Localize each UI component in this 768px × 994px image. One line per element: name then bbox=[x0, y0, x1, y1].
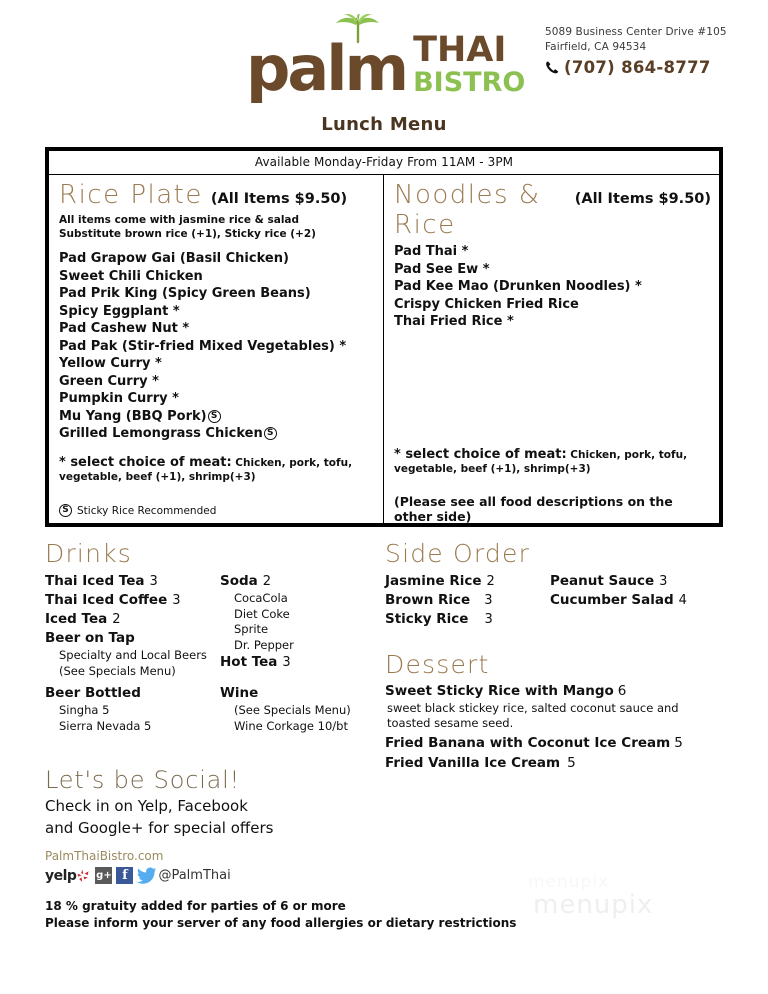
menu-item bbox=[59, 268, 373, 286]
logo-thai-label: THAI bbox=[413, 30, 507, 70]
menu-item bbox=[59, 303, 373, 321]
meat-note-lead: * select choice of meat: bbox=[394, 446, 567, 462]
social-line-2: and Google+ for special offers bbox=[45, 819, 274, 837]
side-order-row bbox=[385, 591, 550, 610]
side-order-section bbox=[385, 540, 735, 629]
menu-item-label: Thai Fried Rice * bbox=[394, 314, 514, 329]
drink-label: Soda bbox=[220, 573, 258, 589]
menu-item bbox=[394, 261, 711, 279]
drink-price: 3 bbox=[172, 593, 181, 608]
noodles-rice-price-label: (All Items $9.50) bbox=[574, 191, 711, 207]
side-order-column-b bbox=[550, 570, 735, 629]
noodles-rice-section bbox=[384, 175, 719, 523]
rice-plate-note-2: Substitute brown rice (+1), Sticky rice (+2) bbox=[59, 228, 316, 240]
menu-item-label: Pad See Ew * bbox=[394, 261, 490, 277]
menu-item bbox=[59, 355, 373, 373]
lunch-menu-box bbox=[45, 147, 723, 527]
side-order-row bbox=[385, 572, 550, 591]
menu-item-label: Crispy Chicken Fried Rice bbox=[394, 296, 579, 312]
drink-row bbox=[220, 684, 385, 703]
side-order-price: 4 bbox=[678, 593, 687, 608]
menu-item-label: Pad Grapow Gai (Basil Chicken) bbox=[59, 251, 289, 266]
dessert-price: 6 bbox=[617, 683, 627, 699]
menu-item bbox=[59, 373, 373, 391]
menu-item bbox=[59, 250, 373, 268]
rice-plate-note-1: All items come with jasmine rice & salad bbox=[59, 214, 300, 226]
dessert-price: 5 bbox=[674, 735, 683, 751]
menu-item bbox=[394, 296, 711, 314]
watermark: menupix bbox=[533, 890, 654, 920]
social-icons-row bbox=[45, 867, 445, 884]
restaurant-logo bbox=[246, 22, 536, 105]
drink-price: 2 bbox=[112, 612, 121, 627]
address-line-1: 5089 Business Center Drive #105 bbox=[545, 26, 727, 38]
menu-item bbox=[59, 320, 373, 338]
drinks-column-b bbox=[220, 570, 385, 734]
availability-banner: Available Monday-Friday From 11AM - 3PM bbox=[49, 151, 719, 175]
menu-item-label: Sweet Chili Chicken bbox=[59, 268, 203, 284]
yelp-label: yelp bbox=[45, 867, 77, 884]
facebook-icon[interactable]: f bbox=[116, 867, 133, 884]
drink-row bbox=[45, 572, 220, 591]
side-order-price: 3 bbox=[659, 574, 668, 589]
sticky-rice-legend-label: Sticky Rice Recommended bbox=[77, 504, 217, 517]
social-line-1: Check in on Yelp, Facebook bbox=[45, 797, 248, 815]
side-dessert-column bbox=[385, 540, 735, 773]
drinks-title: Drinks bbox=[45, 539, 133, 568]
allergy-note: Please inform your server of any food allergies or dietary restrictions bbox=[45, 916, 517, 930]
drink-row bbox=[45, 684, 220, 703]
dessert-row bbox=[385, 734, 735, 753]
google-plus-icon[interactable]: g+ bbox=[95, 867, 112, 884]
drink-label: Thai Iced Coffee bbox=[45, 592, 168, 608]
side-order-label: Sticky Rice bbox=[385, 611, 469, 627]
menu-item-label: Spicy Eggplant * bbox=[59, 303, 180, 319]
menu-item-label: Pad Cashew Nut * bbox=[59, 321, 190, 336]
logo-bistro-label: BISTRO bbox=[413, 67, 526, 98]
meat-note-lead: * select choice of meat: bbox=[59, 454, 232, 470]
drink-subitem: Sprite bbox=[234, 622, 269, 636]
drink-row bbox=[220, 572, 385, 591]
menu-item bbox=[394, 313, 711, 331]
drinks-section bbox=[45, 540, 385, 773]
yelp-burst-icon bbox=[77, 869, 89, 883]
drink-row bbox=[45, 591, 220, 610]
menu-item bbox=[59, 408, 373, 426]
social-section bbox=[45, 765, 445, 884]
drink-row bbox=[45, 629, 220, 648]
drink-label: Hot Tea bbox=[220, 654, 278, 670]
phone-number: (707) 864-8777 bbox=[564, 58, 711, 77]
other-side-note: (Please see all food descriptions on the other side) bbox=[394, 493, 673, 524]
menu-item-label: Pumpkin Curry * bbox=[59, 391, 179, 406]
logo-palm-label: palm bbox=[246, 32, 407, 105]
social-title: Let's be Social! bbox=[45, 766, 241, 794]
lower-sections bbox=[45, 540, 735, 773]
side-order-label: Peanut Sauce bbox=[550, 573, 655, 589]
noodles-rice-title: Noodles & Rice bbox=[394, 180, 541, 240]
menu-item-label: Pad Pak (Stir-fried Mixed Vegetables) * bbox=[59, 338, 347, 354]
phone-row[interactable] bbox=[545, 58, 760, 77]
gratuity-note: 18 % gratuity added for parties of 6 or more bbox=[45, 899, 346, 913]
drink-label: Thai Iced Tea bbox=[45, 573, 145, 589]
dessert-price: 5 bbox=[567, 755, 576, 771]
side-order-title: Side Order bbox=[385, 539, 531, 568]
drink-price: 3 bbox=[282, 655, 291, 670]
menu-item-label: Mu Yang (BBQ Pork) bbox=[59, 408, 207, 424]
side-order-label: Jasmine Rice bbox=[385, 573, 482, 589]
drink-price: 2 bbox=[262, 574, 272, 589]
side-order-price: 2 bbox=[486, 574, 495, 589]
drink-subitem: (See Specials Menu) bbox=[234, 703, 351, 717]
menu-item bbox=[394, 278, 711, 296]
watermark-ghost: menupix bbox=[528, 872, 610, 892]
twitter-icon[interactable] bbox=[137, 867, 157, 884]
drink-subitem: (See Specials Menu) bbox=[59, 663, 176, 678]
menu-item-label: Green Curry * bbox=[59, 373, 159, 389]
dessert-title: Dessert bbox=[385, 650, 490, 679]
side-order-row bbox=[550, 591, 735, 610]
menu-item-label: Yellow Curry * bbox=[59, 356, 162, 371]
dessert-description: sweet black stickey rice, salted coconut sauce and bbox=[387, 701, 679, 715]
rice-plate-item-list bbox=[59, 250, 373, 443]
noodles-rice-meat-note bbox=[394, 443, 711, 477]
rice-plate-price-label: (All Items $9.50) bbox=[210, 191, 348, 207]
drink-row bbox=[220, 653, 385, 672]
side-order-row bbox=[385, 610, 550, 629]
sticky-rice-icon: S bbox=[59, 504, 72, 517]
sticky-rice-icon: S bbox=[264, 427, 277, 440]
drink-label: Wine bbox=[220, 685, 259, 701]
yelp-icon[interactable] bbox=[45, 868, 89, 884]
drink-subitem: CocaCola bbox=[234, 591, 288, 605]
menu-item bbox=[59, 285, 373, 303]
meat-note-options: Chicken, pork, tofu, bbox=[566, 448, 688, 461]
dessert-description: toasted sesame seed. bbox=[387, 716, 514, 730]
noodles-rice-item-list bbox=[394, 243, 711, 331]
meat-note-line-2: vegetable, beef (+1), shrimp(+3) bbox=[59, 470, 256, 483]
menu-item bbox=[59, 338, 373, 356]
rice-plate-section bbox=[49, 175, 384, 523]
sticky-rice-icon: S bbox=[208, 410, 221, 423]
side-order-price: 3 bbox=[484, 593, 493, 608]
palm-tree-icon bbox=[332, 14, 384, 44]
rice-plate-meat-note bbox=[59, 451, 373, 485]
address-line-2: Fairfield, CA 94534 bbox=[545, 41, 647, 53]
dessert-row bbox=[385, 682, 735, 701]
drink-label: Iced Tea bbox=[45, 611, 108, 627]
menu-item-label: Pad Kee Mao (Drunken Noodles) * bbox=[394, 279, 642, 294]
page-title: Lunch Menu bbox=[321, 114, 447, 135]
side-order-row bbox=[550, 572, 735, 591]
dessert-label: Fried Banana with Coconut Ice Cream bbox=[385, 735, 671, 751]
drink-subitem: Dr. Pepper bbox=[234, 637, 294, 652]
meat-note-line-2: vegetable, beef (+1), shrimp(+3) bbox=[394, 462, 591, 475]
side-order-column-a bbox=[385, 570, 550, 629]
drink-subitem: Singha 5 bbox=[59, 703, 110, 717]
page-header bbox=[0, 0, 768, 112]
contact-info bbox=[545, 25, 760, 77]
website-link[interactable]: PalmThaiBistro.com bbox=[45, 849, 164, 863]
meat-note-options: Chicken, pork, tofu, bbox=[231, 456, 353, 469]
logo-palm-text bbox=[246, 32, 407, 105]
rice-plate-title: Rice Plate bbox=[59, 180, 203, 210]
sticky-rice-legend bbox=[59, 504, 216, 517]
drinks-column-a bbox=[45, 570, 220, 734]
drink-subitem: Sierra Nevada 5 bbox=[59, 718, 152, 733]
side-order-price: 3 bbox=[484, 612, 493, 627]
menu-item-label: Pad Prik King (Spicy Green Beans) bbox=[59, 286, 311, 301]
phone-icon bbox=[545, 60, 560, 75]
drink-label: Beer on Tap bbox=[45, 630, 135, 646]
menu-item bbox=[59, 390, 373, 408]
menu-item-label: Pad Thai * bbox=[394, 244, 469, 259]
drink-label: Beer Bottled bbox=[45, 685, 141, 701]
menu-item-label: Grilled Lemongrass Chicken bbox=[59, 426, 263, 441]
drink-row bbox=[45, 610, 220, 629]
side-order-label: Brown Rice bbox=[385, 592, 471, 608]
dessert-label: Sweet Sticky Rice with Mango bbox=[385, 683, 614, 699]
drink-subitem: Specialty and Local Beers bbox=[59, 648, 207, 662]
drink-subitem: Diet Coke bbox=[234, 606, 290, 621]
drink-price: 3 bbox=[149, 574, 158, 589]
menu-item bbox=[394, 243, 711, 261]
side-order-label: Cucumber Salad bbox=[550, 592, 674, 608]
social-handle[interactable]: @PalmThai bbox=[158, 868, 231, 883]
menu-item bbox=[59, 425, 373, 443]
dessert-section bbox=[385, 651, 735, 773]
dessert-label: Fried Vanilla Ice Cream bbox=[385, 755, 561, 771]
drink-subitem: Wine Corkage 10/bt bbox=[234, 718, 348, 733]
